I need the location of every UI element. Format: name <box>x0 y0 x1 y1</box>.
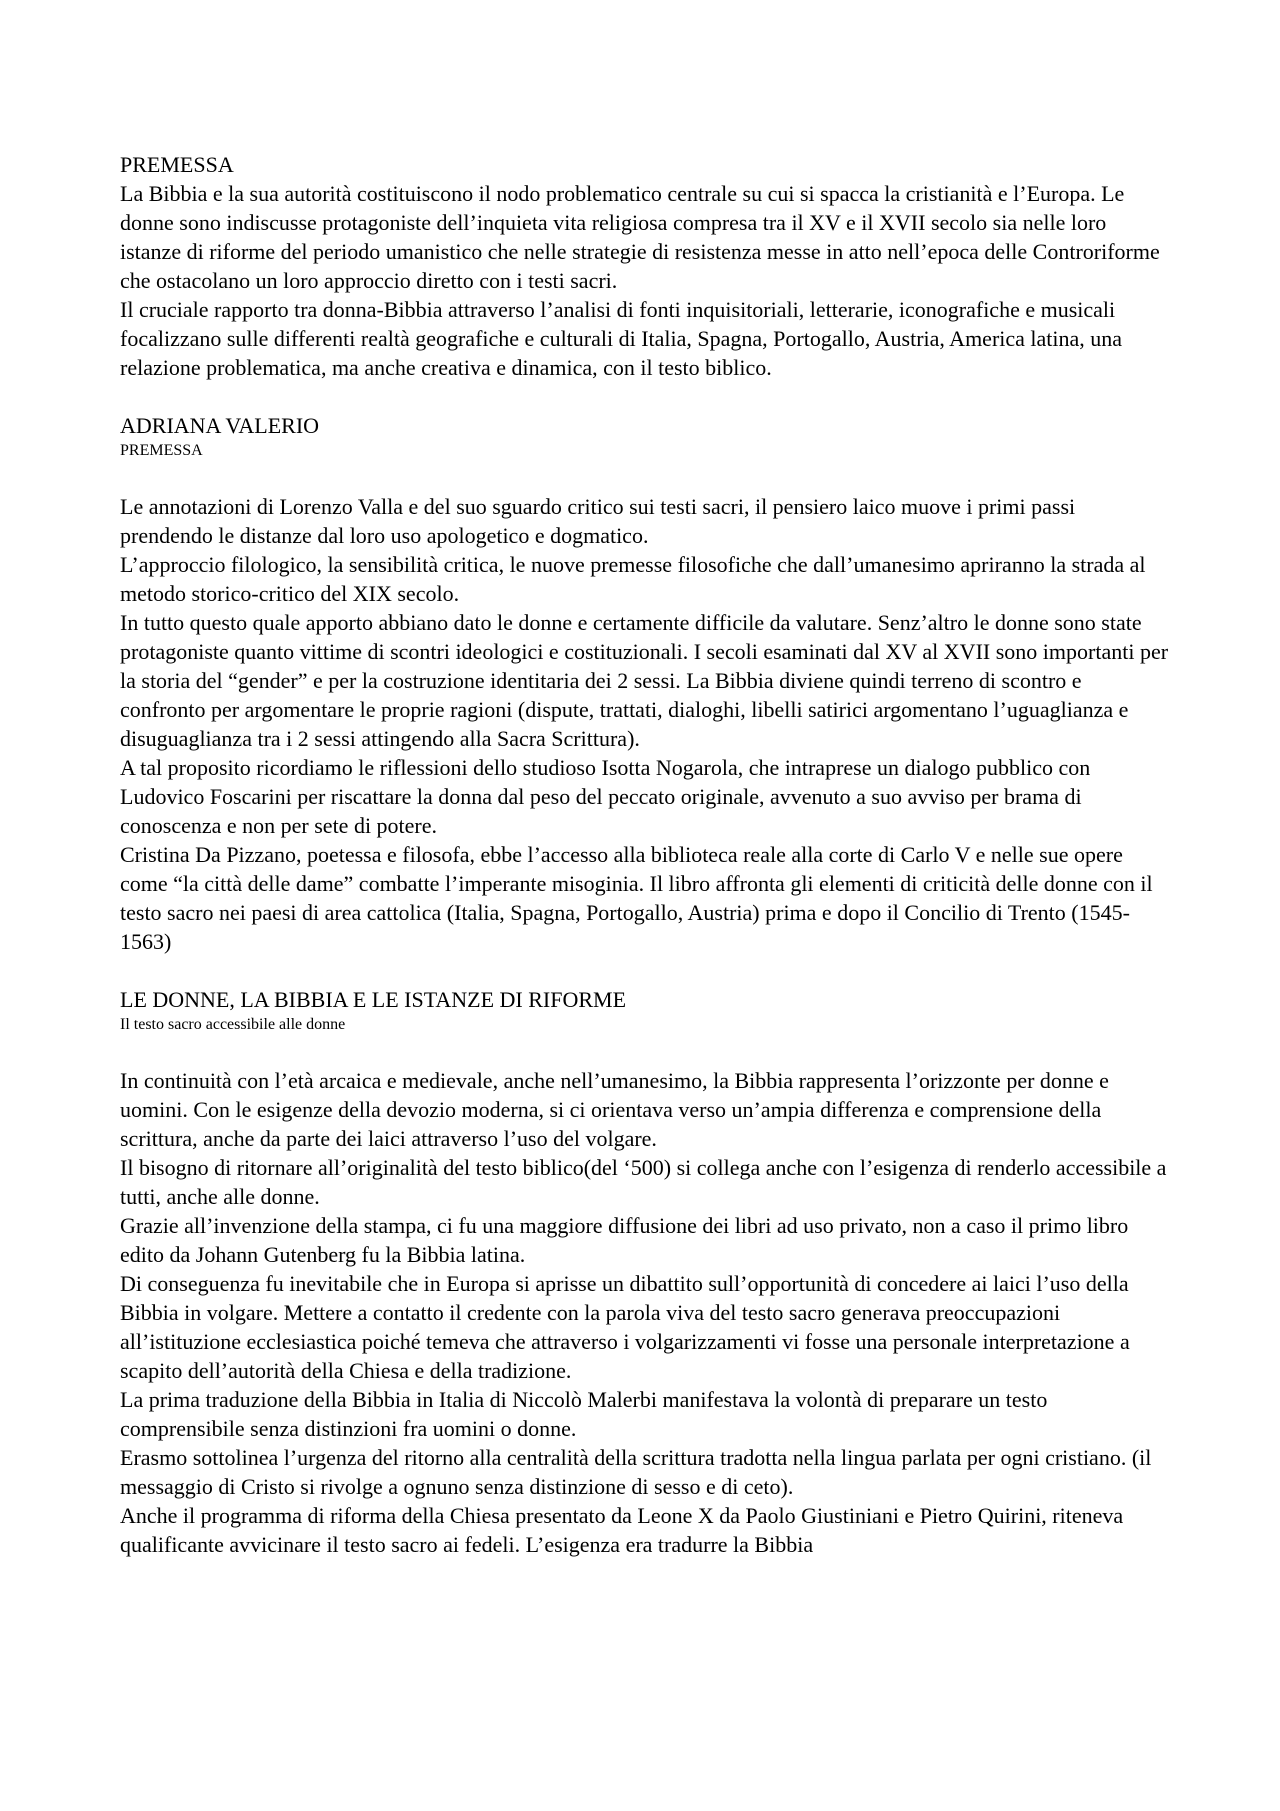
paragraph: Le annotazioni di Lorenzo Valla e del suo sguardo critico sui testi sacri, il pensiero laico muove i primi passi prendendo le distanze dal loro uso apologetico e dogmatico. <box>120 494 1076 548</box>
paragraph: In continuità con l’età arcaica e medievale, anche nell’umanesimo, la Bibbia rappresenta l’orizzonte per donne e uomini. Con le esigenze della devozio moderna, si ci orientava verso un’ampia differenza e comprensione della scrittura, anche da parte dei laici attraverso l’uso del volgare. <box>120 1068 1109 1151</box>
paragraph: In tutto questo quale apporto abbiano dato le donne e certamente difficile da valutare. Senz’altro le donne sono state protagoniste quanto vittime di scontri ideologici e costituzionali. I secoli esaminati dal XV al XVII sono importanti per la storia del “gender” e per la costruzione identitaria dei 2 sessi. La Bibbia diviene quindi terreno di scontro e confronto per argomentare le proprie ragioni (dispute, trattati, dialoghi, libelli satirici argomentano l’uguaglianza e disuguaglianza tra i 2 sessi attingendo alla Sacra Scrittura). <box>120 610 1169 751</box>
section-heading: LE DONNE, LA BIBBIA E LE ISTANZE DI RIFORME <box>120 987 627 1012</box>
spacer <box>120 1036 1170 1066</box>
section-heading: PREMESSA <box>120 152 234 177</box>
paragraph: Il bisogno di ritornare all’originalità del testo biblico(del ‘500) si collega anche con l’esigenza di renderlo accessibile a tutti, anche alle donne. <box>120 1155 1167 1209</box>
section-donne-bibbia <box>120 985 1170 1559</box>
section-adriana-valerio <box>120 411 1170 956</box>
document-page <box>120 150 1170 1559</box>
paragraph: Di conseguenza fu inevitabile che in Europa si aprisse un dibattito sull’opportunità di concedere ai laici l’uso della Bibbia in volgare. Mettere a contatto il credente con la parola viva del testo sacro generava preoccupazioni all’istituzione ecclesiastica poiché temeva che attraverso i volgarizzamenti vi fosse una personale interpretazione a scapito dell’autorità della Chiesa e della tradizione. <box>120 1271 1130 1383</box>
paragraph: L’approccio filologico, la sensibilità critica, le nuove premesse filosofiche che dall’umanesimo apriranno la strada al metodo storico-critico del XIX secolo. <box>120 552 1146 606</box>
paragraph: Anche il programma di riforma della Chiesa presentato da Leone X da Paolo Giustiniani e Pietro Quirini, riteneva qualificante avvicinare il testo sacro ai fedeli. L’esigenza era tradurre la Bibbia <box>120 1503 1124 1557</box>
section-premessa <box>120 150 1170 382</box>
paragraph: A tal proposito ricordiamo le riflessioni dello studioso Isotta Nogarola, che intraprese un dialogo pubblico con Ludovico Foscarini per riscattare la donna dal peso del peccato originale, avvenuto a suo avviso per brama di conoscenza e non per sete di potere. <box>120 755 1091 838</box>
section-subheading: Il testo sacro accessibile alle donne <box>120 1016 346 1033</box>
paragraph: La Bibbia e la sua autorità costituiscono il nodo problematico centrale su cui si spacca la cristianità e l’Europa. Le donne sono indiscusse protagoniste dell’inquieta vita religiosa compresa tra il XV e il XVII secolo sia nelle loro istanze di riforme del periodo umanistico che nelle strategie di resistenza messe in atto nell’epoca delle Controriforme che ostacolano un loro approccio diretto con i testi sacri. <box>120 181 1160 293</box>
section-heading: ADRIANA VALERIO <box>120 413 320 438</box>
paragraph: Erasmo sottolinea l’urgenza del ritorno alla centralità della scrittura tradotta nella lingua parlata per ogni cristiano. (il messaggio di Cristo si rivolge a ognuno senza distinzione di sesso e di ceto). <box>120 1445 1152 1499</box>
paragraph: La prima traduzione della Bibbia in Italia di Niccolò Malerbi manifestava la volontà di preparare un testo comprensibile senza distinzioni fra uomini o donne. <box>120 1387 1048 1441</box>
spacer <box>120 956 1170 985</box>
paragraph: Il cruciale rapporto tra donna-Bibbia attraverso l’analisi di fonti inquisitoriali, letterarie, iconografiche e musicali focalizzano sulle differenti realtà geografiche e culturali di Italia, Spagna, Portogallo, Austria, America latina, una relazione problematica, ma anche creativa e dinamica, con il testo biblico. <box>120 297 1123 380</box>
paragraph: Cristina Da Pizzano, poetessa e filosofa, ebbe l’accesso alla biblioteca reale alla corte di Carlo V e nelle sue opere come “la città delle dame” combatte l’imperante misoginia. Il libro affronta gli elementi di criticità delle donne con il testo sacro nei paesi di area cattolica (Italia, Spagna, Portogallo, Austria) prima e dopo il Concilio di Trento (1545-1563) <box>120 842 1153 954</box>
paragraph: Grazie all’invenzione della stampa, ci fu una maggiore diffusione dei libri ad uso privato, non a caso il primo libro edito da Johann Gutenberg fu la Bibbia latina. <box>120 1213 1129 1267</box>
spacer <box>120 382 1170 411</box>
section-subheading: PREMESSA <box>120 442 203 459</box>
spacer <box>120 462 1170 492</box>
